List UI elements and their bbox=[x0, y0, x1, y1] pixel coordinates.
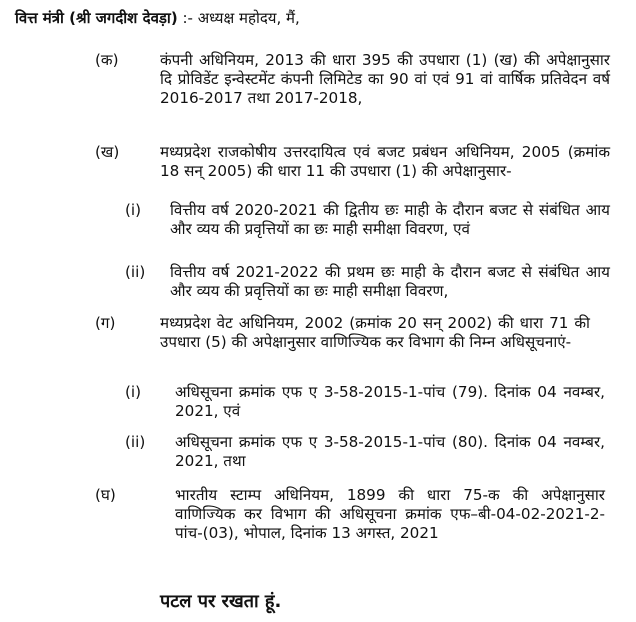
item-marker-kha: (ख) bbox=[95, 143, 120, 161]
subitem-marker-ga-ii: (ii) bbox=[125, 433, 146, 451]
speaker-address: :- अध्यक्ष महोदय, मैं, bbox=[182, 9, 300, 27]
speaker-name: वित्त मंत्री (श्री जगदीश देवड़ा) bbox=[15, 9, 178, 27]
item-text-ga: मध्यप्रदेश वेट अधिनियम, 2002 (क्रमांक 20 सन् 2002) की धारा 71 की उपधारा (5) की अपेक्षानुसार वाणिज्यिक कर विभाग की निम्न अधिसूचनाएं- bbox=[160, 314, 590, 351]
item-marker-ga: (ग) bbox=[95, 314, 116, 332]
item-text-gha: भारतीय स्टाम्प अधिनियम, 1899 की धारा 75-क की अपेक्षानुसार वाणिज्यिक कर विभाग की अधिसूचना क्रमांक एफ–बी-04-02-2021-2-पांच-(03), भोपाल, दिनांक 13 अगस्त, 2021 bbox=[175, 486, 605, 542]
subitem-marker-kha-ii: (ii) bbox=[125, 263, 146, 281]
item-marker-gha: (घ) bbox=[95, 486, 116, 504]
subitem-text-kha-i: वित्तीय वर्ष 2020-2021 की द्वितीय छः माही के दौरान बजट से संबंधित आय और व्यय की प्रवृत्तियों का छः माही समीक्षा विवरण, एवं bbox=[170, 201, 610, 238]
subitem-marker-ga-i: (i) bbox=[125, 383, 142, 401]
item-text-kha: मध्यप्रदेश राजकोषीय उत्तरदायित्व एवं बजट प्रबंधन अधिनियम, 2005 (क्रमांक 18 सन् 2005) की धारा 11 की उपधारा (1) की अपेक्षानुसार- bbox=[160, 143, 610, 180]
closing-statement: पटल पर रखता हूं. bbox=[160, 591, 282, 612]
subitem-text-ga-ii: अधिसूचना क्रमांक एफ ए 3-58-2015-1-पांच (80). दिनांक 04 नवम्बर, 2021, तथा bbox=[175, 433, 605, 470]
subitem-text-kha-ii: वित्तीय वर्ष 2021-2022 की प्रथम छः माही के दौरान बजट से संबंधित आय और व्यय की प्रवृत्तियों का छः माही समीक्षा विवरण, bbox=[170, 263, 610, 300]
subitem-text-ga-i: अधिसूचना क्रमांक एफ ए 3-58-2015-1-पांच (79). दिनांक 04 नवम्बर, 2021, एवं bbox=[175, 383, 605, 420]
item-text-ka: कंपनी अधिनियम, 2013 की धारा 395 की उपधारा (1) (ख) की अपेक्षानुसार दि प्रोविडेंट इन्वेस्टमेंट कंपनी लिमिटेड का 90 वां एवं 91 वां वार्षिक प्रतिवेदन वर्ष 2016-2017 तथा 2017-2018, bbox=[160, 51, 610, 107]
item-marker-ka: (क) bbox=[95, 51, 119, 69]
speaker-heading bbox=[15, 9, 625, 28]
subitem-marker-kha-i: (i) bbox=[125, 201, 142, 219]
